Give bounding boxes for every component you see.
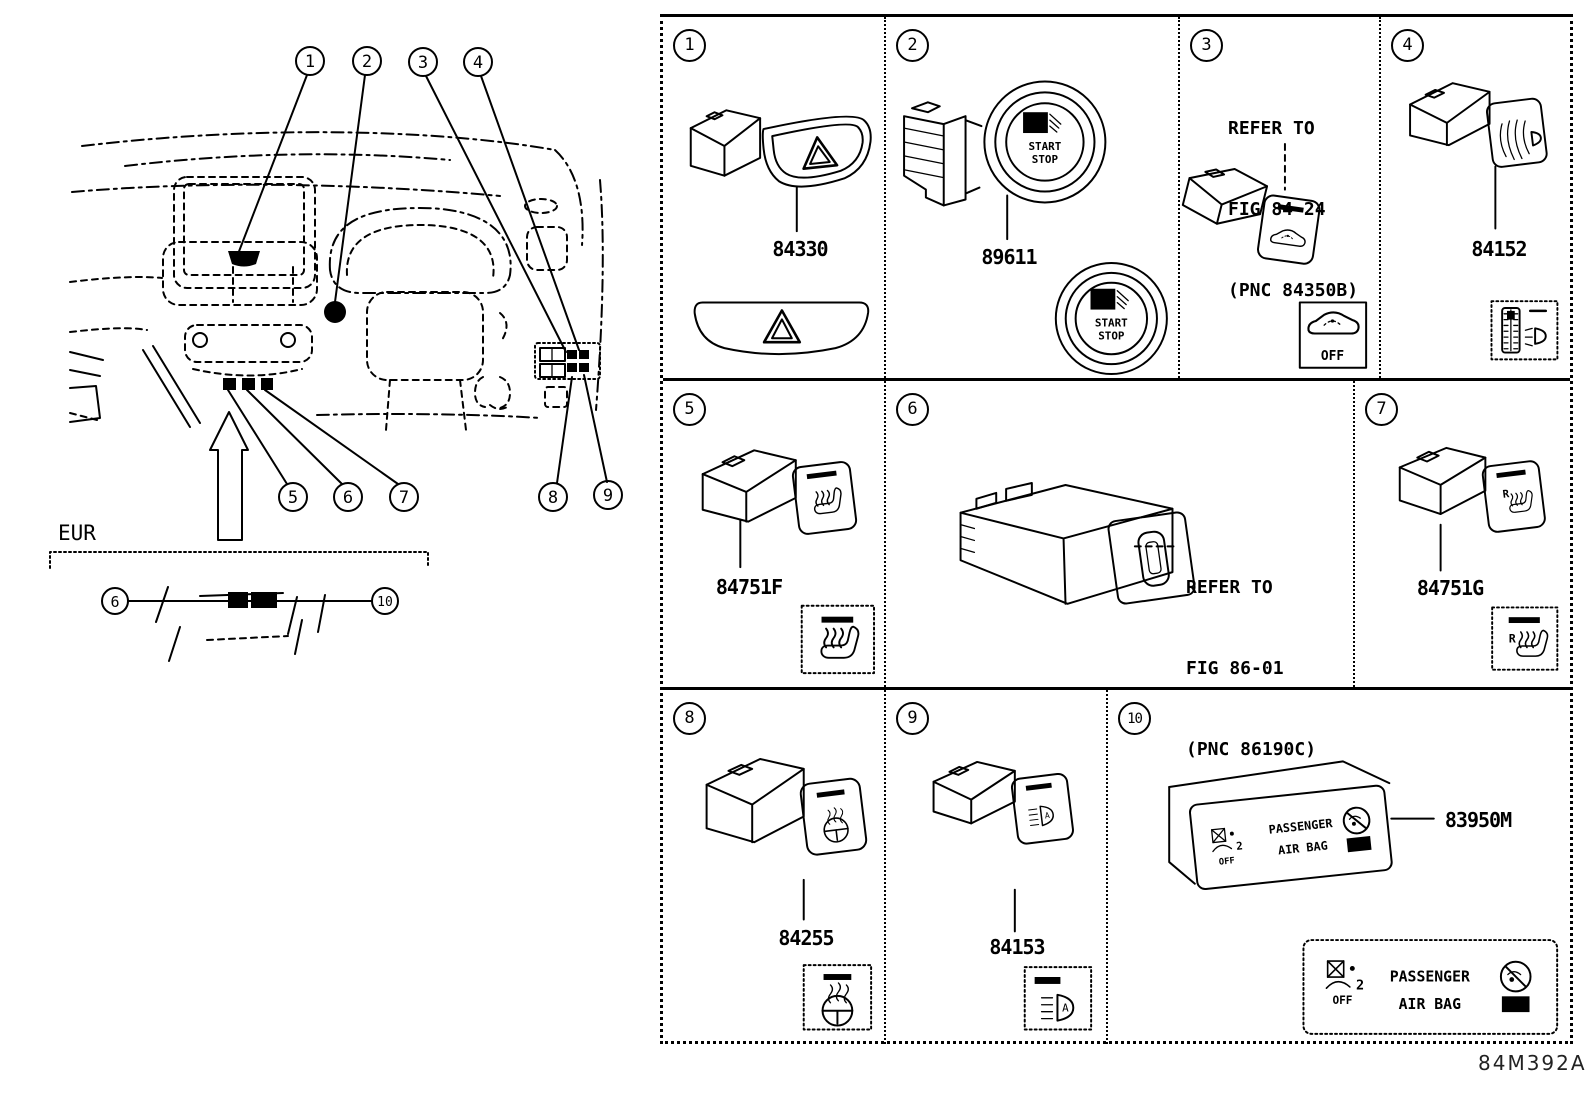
hazard-button-inset (695, 303, 869, 355)
part-cell-84350B (1180, 17, 1381, 378)
hazard-switch-art (663, 17, 884, 378)
part-number-89611: 89611 (981, 245, 1037, 269)
seat-heater-switch-art (663, 381, 884, 687)
rear-seat-heater-switch-art (1355, 381, 1570, 687)
parts-grid (660, 14, 1573, 1044)
part-cell-84751F (663, 381, 886, 687)
svg-text:2: 2 (1235, 839, 1244, 854)
svg-text:6: 6 (342, 488, 354, 508)
rear-seat-heater-inset (1492, 607, 1557, 669)
svg-text:OFF: OFF (1218, 856, 1236, 868)
cell-number-badge: 2 (896, 29, 929, 62)
svg-text:8: 8 (547, 488, 559, 508)
callout-bubbles (279, 47, 622, 511)
start-stop-button-front-view (1056, 263, 1167, 374)
airbag-on-icon (1342, 806, 1372, 852)
auto-high-beam-inset (1025, 967, 1091, 1029)
auto-high-beam-switch-art (886, 690, 1106, 1044)
part-number-84751F: 84751F (715, 575, 783, 599)
steering-heater-icon (822, 806, 850, 843)
steering-heater-inset (804, 965, 871, 1029)
callout-lines (228, 75, 607, 484)
cell-number-badge: 4 (1391, 29, 1424, 62)
svg-text:OFF: OFF (1332, 994, 1353, 1008)
part-number-84330: 84330 (772, 237, 828, 261)
cell-number-badge: 5 (673, 393, 706, 426)
svg-text:PASSENGER: PASSENGER (1389, 968, 1470, 986)
parts-grid-row-1 (663, 17, 1570, 381)
svg-text:STOP: STOP (1098, 329, 1125, 343)
svg-text:GR: GR (1027, 117, 1043, 133)
cell-number-badge: 1 (673, 29, 706, 62)
svg-text:R: R (1508, 631, 1516, 646)
svg-text:START: START (1028, 139, 1062, 153)
svg-text:STOP: STOP (1031, 152, 1059, 166)
part-number-84153: 84153 (989, 935, 1045, 959)
svg-text:AIR BAG: AIR BAG (1277, 838, 1329, 858)
refer-note: REFER TO FIG 84-24 (PNC 84350B) (1228, 118, 1359, 301)
svg-text:2: 2 (1356, 977, 1365, 994)
svg-text:7: 7 (398, 488, 410, 508)
svg-text:5: 5 (287, 488, 299, 508)
svg-text:GR: GR (1094, 293, 1111, 309)
cell-number-badge: 8 (673, 702, 706, 735)
start-stop-location-dot (324, 301, 346, 323)
dashboard-outline (70, 132, 603, 430)
eur-variant-section (50, 521, 428, 661)
part-cell-84152 (1381, 17, 1570, 378)
svg-text:2: 2 (361, 52, 373, 72)
cell-number-badge: 9 (896, 702, 929, 735)
gr-logo (1023, 112, 1061, 133)
seat-heater-icon (1508, 490, 1534, 513)
part-cell-84330 (663, 17, 886, 378)
svg-text:A: A (1044, 809, 1051, 821)
part-cell-84255 (663, 690, 886, 1044)
switch-location-markers (223, 301, 600, 390)
part-cell-83950M (1108, 690, 1570, 1044)
part-number-84751G: 84751G (1416, 576, 1484, 600)
figure-code: 84M392A (1478, 1051, 1587, 1075)
svg-text:OFF: OFF (1320, 348, 1345, 364)
svg-text:ON: ON (1509, 999, 1523, 1013)
svg-text:AIR BAG: AIR BAG (1398, 996, 1462, 1014)
svg-text:4: 4 (472, 53, 484, 73)
eur-label: EUR (58, 521, 96, 545)
svg-text:R: R (1501, 487, 1510, 501)
start-stop-switch-art (886, 17, 1178, 378)
seat-heater-inset (802, 606, 874, 673)
part-cell-84751G (1355, 381, 1570, 687)
part-number-84255: 84255 (778, 926, 834, 950)
hazard-triangle-icon (800, 136, 837, 169)
part-cell-89611 (886, 17, 1180, 378)
svg-text:10: 10 (377, 595, 393, 610)
svg-text:3: 3 (417, 53, 429, 73)
svg-text:9: 9 (602, 486, 614, 506)
seat-heater-icon (812, 487, 843, 514)
svg-text:1: 1 (304, 52, 316, 72)
svg-text:ON: ON (1352, 839, 1366, 852)
airbag-indicator-art (1108, 690, 1570, 1044)
cell-number-badge: 6 (896, 393, 929, 426)
cell-number-badge: 10 (1118, 702, 1151, 735)
parts-grid-row-3 (663, 690, 1570, 1044)
airbag-off-icon (1211, 827, 1245, 868)
cell-number-badge: 7 (1365, 393, 1398, 426)
arrow-up-icon (210, 412, 248, 540)
svg-text:6: 6 (110, 593, 120, 611)
part-number-84152: 84152 (1471, 237, 1527, 261)
part-number-83950M: 83950M (1444, 808, 1512, 832)
refer-note: REFER TO FIG 86-01 (PNC 86190C) (1186, 577, 1317, 760)
steering-heater-switch-art (663, 690, 884, 1044)
auto-high-beam-icon (1028, 805, 1054, 827)
dashboard-location-diagram (30, 20, 630, 680)
svg-text:A: A (1062, 1001, 1069, 1015)
leveling-switch-art (1381, 17, 1570, 378)
part-cell-84153 (886, 690, 1108, 1044)
airbag-indicator-inset (1303, 940, 1557, 1034)
svg-text:PASSENGER: PASSENGER (1267, 816, 1334, 837)
svg-text:START: START (1094, 316, 1128, 330)
cell-number-badge: 3 (1190, 29, 1223, 62)
headlight-leveling-inset (1491, 301, 1557, 359)
